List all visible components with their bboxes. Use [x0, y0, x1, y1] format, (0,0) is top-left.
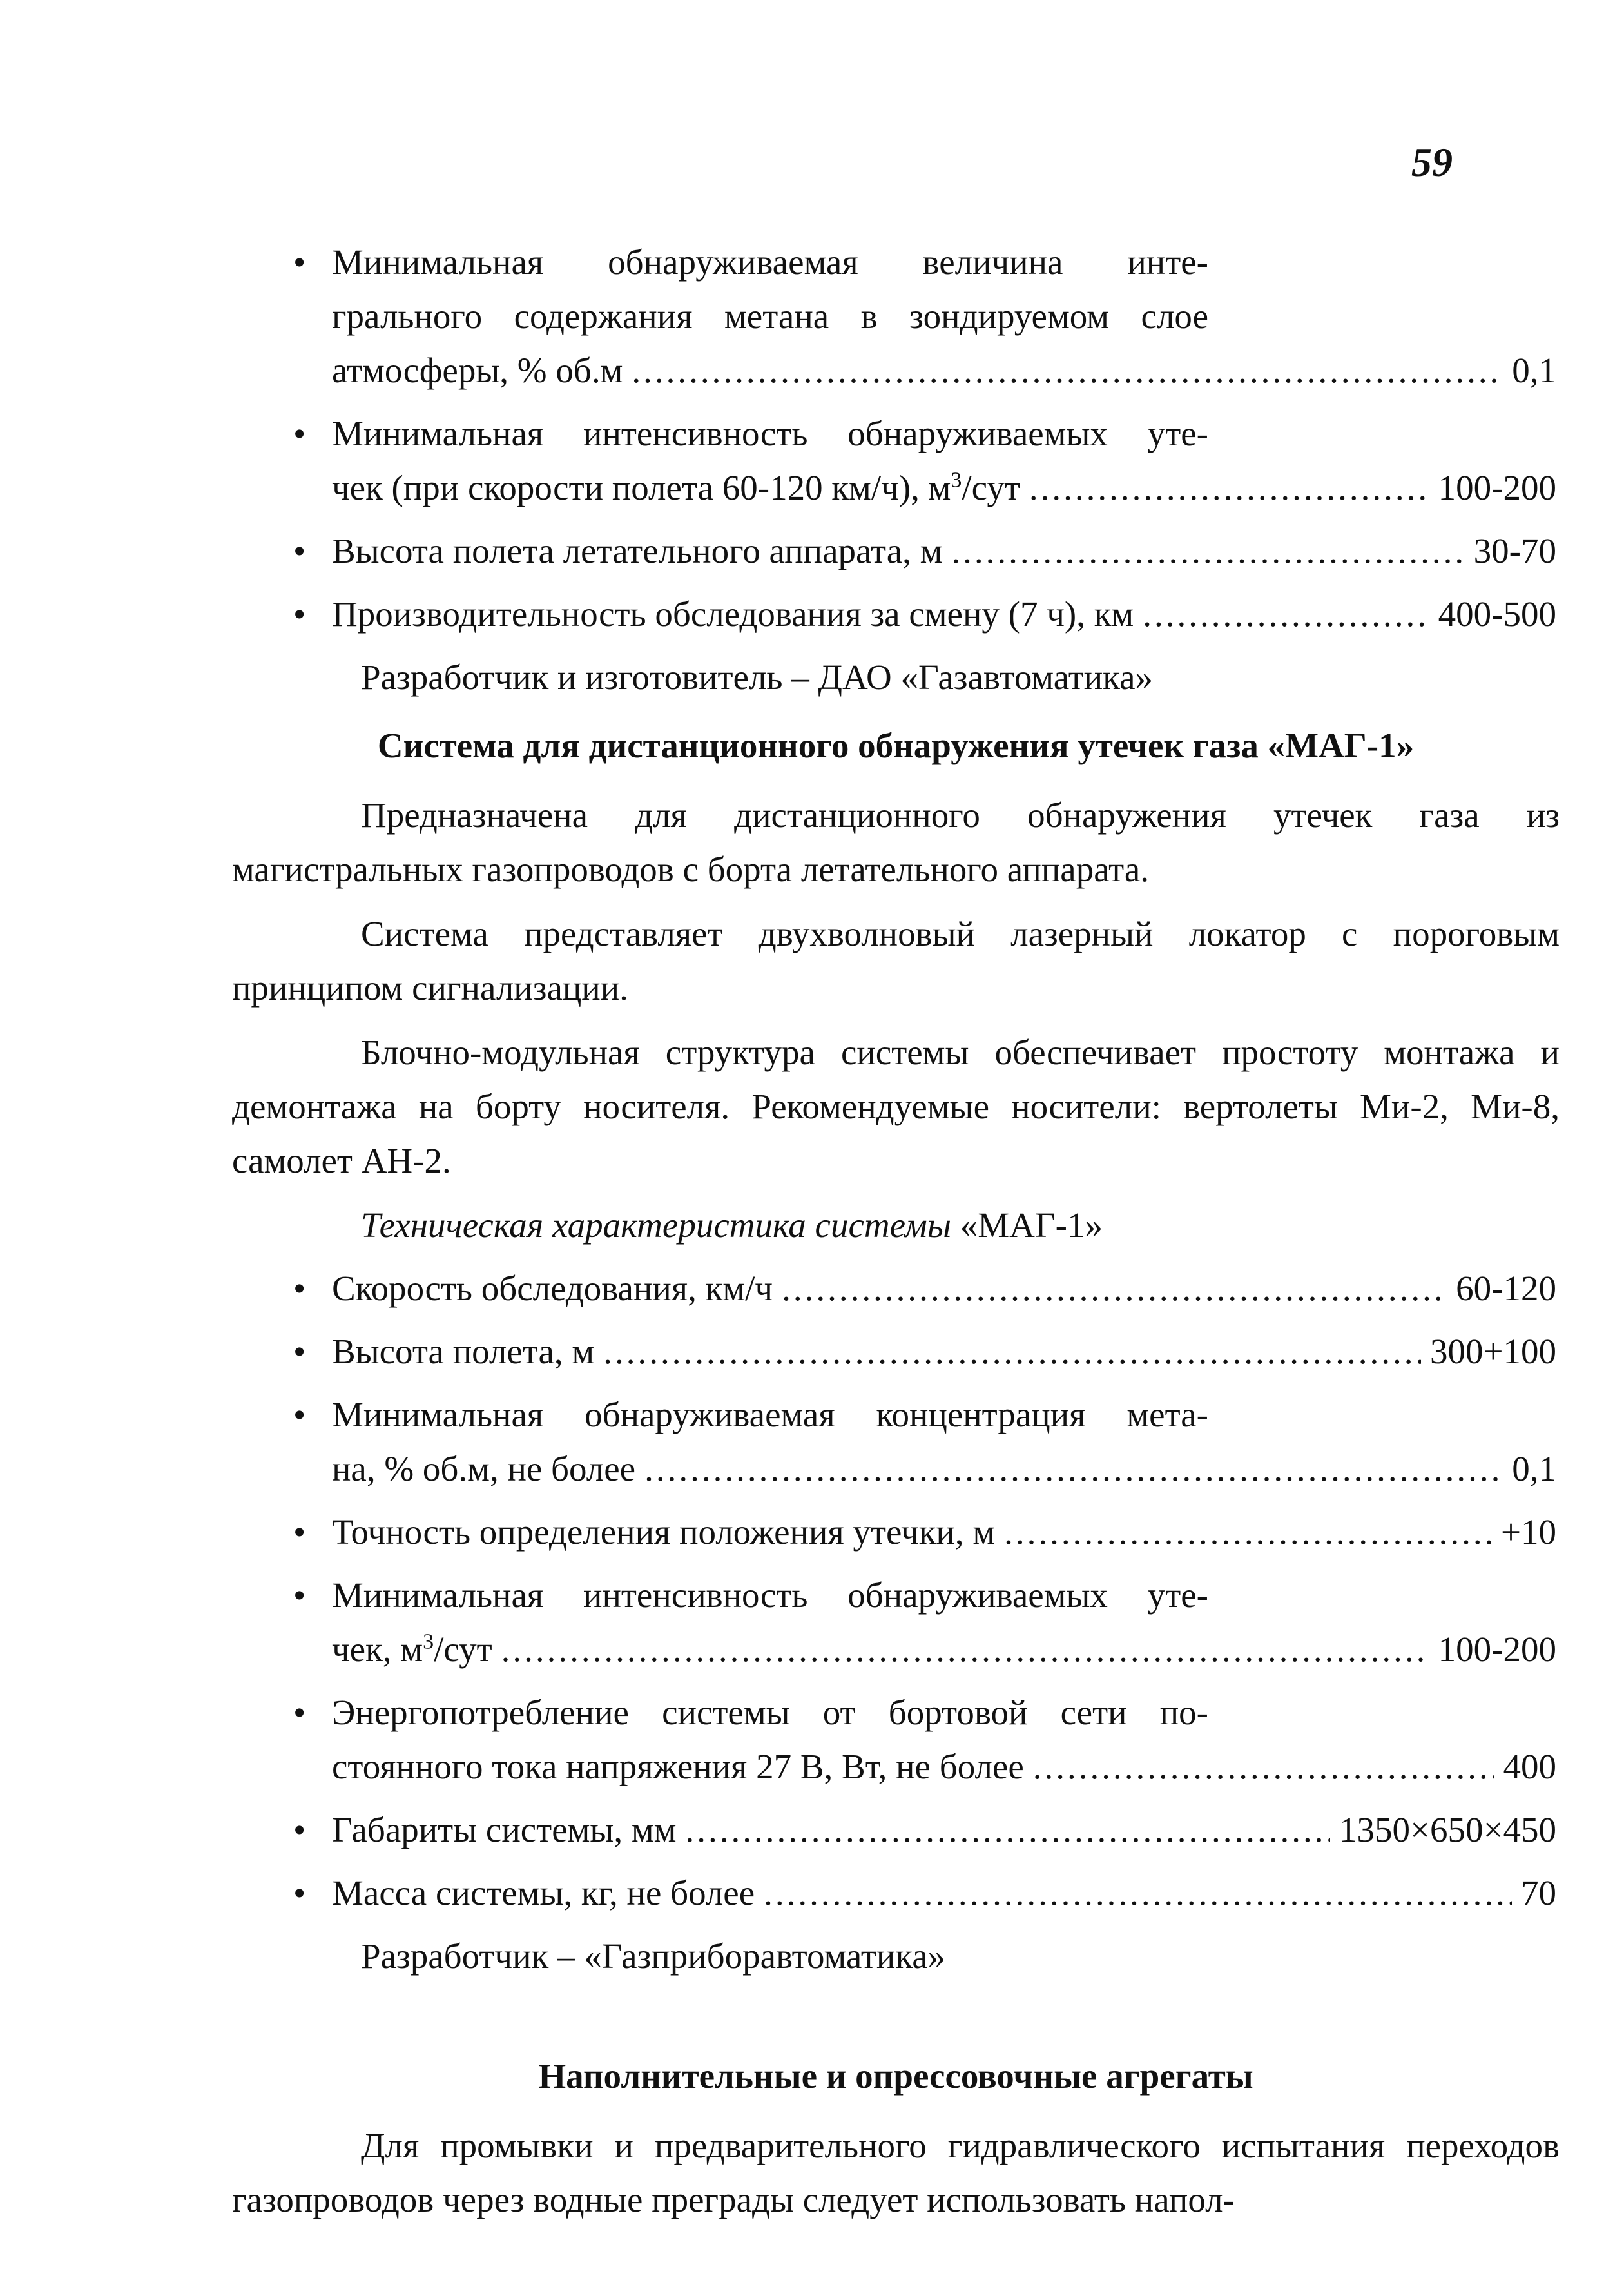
leader-line [332, 344, 1556, 398]
spec-power [293, 1686, 1556, 1794]
bullet-line: • Минимальная обнаруживаемая величина инте- [332, 242, 1208, 282]
bullet-line: • Минимальная интенсивность обнаруживаемых уте- [332, 1575, 1208, 1615]
leader-line [332, 1866, 1556, 1920]
spec-title-name: «МАГ-1» [960, 1205, 1103, 1245]
dot-leader [632, 344, 1503, 398]
spec-value: 100-200 [1438, 468, 1556, 507]
leader-line [332, 1505, 1556, 1559]
spec-concentration [293, 1388, 1556, 1496]
leader-line [332, 1622, 1556, 1677]
dot-leader [782, 1261, 1447, 1316]
spec-value: +10 [1500, 1512, 1556, 1552]
dot-leader [644, 1442, 1503, 1496]
paragraph: Блочно-модульная структура системы обеспечивает простоту монтажа и демонтажа на борту носителя. Рекомендуемые носители: вертолеты Ми-2, Ми-8, самолет АН-2. [232, 1033, 1560, 1180]
spec-label: атмосферы, % об.м [332, 351, 623, 390]
spec-value: 300+100 [1429, 1332, 1556, 1371]
spec-label: на, % об.м, не более [332, 1449, 636, 1488]
spec-value: 400-500 [1438, 594, 1556, 634]
dot-leader [603, 1325, 1421, 1379]
dot-leader [1004, 1505, 1492, 1559]
spec-value: 70 [1521, 1873, 1556, 1913]
spec-mass [293, 1866, 1556, 1920]
spec-value: 60-120 [1456, 1269, 1556, 1308]
dot-leader [1033, 1740, 1494, 1794]
dot-leader [764, 1866, 1512, 1920]
paragraph: Предназначена для дистанционного обнаружения утечек газа из магистральных газопроводов с борта летательного аппарата. [232, 795, 1560, 889]
page-number: 59 [1411, 139, 1453, 185]
bullet-line: • Энергопотребление системы от бортовой сети по- [332, 1693, 1208, 1732]
bullet-line: • Минимальная обнаруживаемая концентрация мета- [332, 1395, 1208, 1434]
spec-label: стоянного тока напряжения 27 В, Вт, не более [332, 1747, 1024, 1786]
spec-value: 0,1 [1512, 351, 1556, 390]
spec-label: • Масса системы, кг, не более [332, 1873, 755, 1913]
section-gap [293, 1983, 1556, 2035]
leader-line [332, 1261, 1556, 1316]
spec-label: • Производительность обследования за смену (7 ч), км [332, 594, 1134, 634]
spec-label: чек (при скорости полета 60-120 км/ч), $м^3$/сут [332, 468, 1020, 507]
bullet-productivity [293, 587, 1556, 641]
dot-leader [951, 524, 1464, 578]
dot-leader [1029, 461, 1429, 515]
spec-label: • Высота полета, м [332, 1332, 595, 1371]
spec-dimensions [293, 1803, 1556, 1857]
spec-label: • Точность определения положения утечки, м [332, 1512, 996, 1552]
leader-line [332, 461, 1556, 515]
spec-label: • Скорость обследования, км/ч [332, 1269, 773, 1308]
spec-value: 100-200 [1438, 1630, 1556, 1669]
bullet-flight-altitude [293, 524, 1556, 578]
spec-accuracy [293, 1505, 1556, 1559]
leader-line [332, 587, 1556, 641]
leader-line [332, 1325, 1556, 1379]
spec-value: 0,1 [1512, 1449, 1556, 1488]
dot-leader [501, 1622, 1429, 1677]
spec-altitude [293, 1325, 1556, 1379]
spec-value: 400 [1503, 1747, 1556, 1786]
spec-speed [293, 1261, 1556, 1316]
bullet-min-integral-methane [293, 235, 1556, 398]
spec-label: • Высота полета летательного аппарата, м [332, 531, 943, 570]
paragraph: Система представляет двухволновый лазерный локатор с пороговым принципом сигнализации. [232, 914, 1560, 1008]
page-content [232, 235, 1560, 2237]
developer-line: Разработчик – «Газприборавтоматика» [361, 1936, 946, 1976]
spec-label: • Габариты системы, мм [332, 1810, 677, 1849]
dot-leader [1143, 587, 1429, 641]
dot-leader [685, 1803, 1329, 1857]
bullet-line: • Минимальная интенсивность обнаруживаемых уте- [332, 414, 1208, 453]
spec-label: чек, $м^3$/сут [332, 1630, 492, 1669]
spec-title-italic: Техническая характеристика системы [361, 1205, 951, 1245]
spec-title [361, 1198, 1556, 1252]
spec-value: 1350×650×450 [1339, 1810, 1556, 1849]
section-heading-fill: Наполнительные и опрессовочные агрегаты [538, 2056, 1253, 2096]
spec-value: 30-70 [1473, 531, 1556, 570]
bullet-min-leak-intensity [293, 407, 1556, 515]
paragraph: Для промывки и предварительного гидравлического испытания переходов газопроводов через водные преграды следует использовать напол- [232, 2126, 1560, 2219]
bullet-line: грального содержания метана в зондируемом слое [332, 297, 1208, 336]
section-heading-mag1: Система для дистанционного обнаружения утечек газа «МАГ-1» [377, 726, 1415, 765]
developer-line: Разработчик и изготовитель – ДАО «Газавтоматика» [361, 657, 1153, 697]
leader-line [332, 1740, 1556, 1794]
leader-line [332, 524, 1556, 578]
leader-line [332, 1803, 1556, 1857]
leader-line [332, 1442, 1556, 1496]
spec-intensity [293, 1568, 1556, 1677]
